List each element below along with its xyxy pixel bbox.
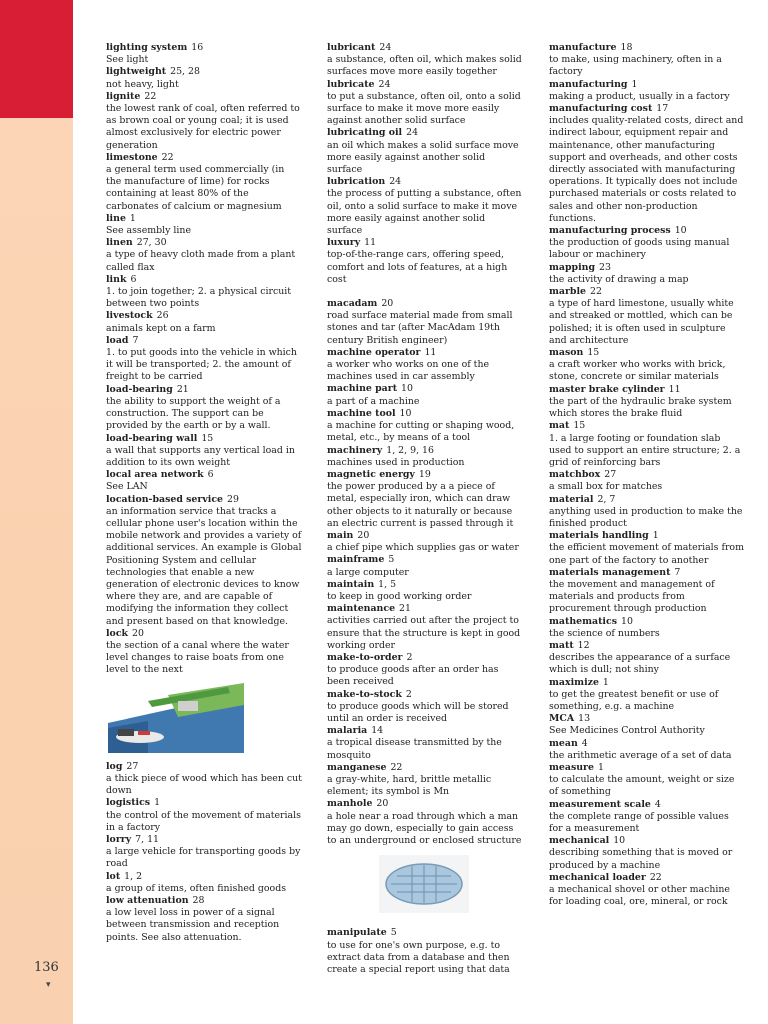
entry-definition: to calculate the amount, weight or size of something: [549, 774, 735, 798]
entry-definition: See LAN: [106, 481, 148, 493]
entry-pages: 10: [620, 615, 633, 627]
entry-term: marble: [549, 286, 587, 298]
glossary-column-3: [549, 42, 745, 908]
entry-pages: 1, 2, 9, 16: [386, 444, 434, 456]
glossary-entry: [327, 530, 523, 554]
glossary-entry: [549, 835, 745, 872]
entry-definition: 1. to join together; 2. a physical circuit between two points: [106, 286, 292, 310]
glossary-entry: [549, 677, 745, 714]
entry-term: maintenance: [327, 603, 396, 615]
entry-definition: top-of-the-range cars, offering speed, comfort and lots of features, at a high cost: [327, 249, 508, 285]
entry-definition: the production of goods using manual labour or machinery: [549, 237, 730, 261]
glossary-entry: [106, 834, 302, 871]
entry-definition: a chief pipe which supplies gas or water: [327, 542, 519, 554]
entry-term: lubrication: [327, 176, 386, 188]
entry-definition: to use for one's own purpose, e.g. to extract data from a database and then create a special report using that data: [327, 939, 510, 976]
page-marker: ▾: [46, 980, 51, 990]
glossary-entry: [549, 640, 745, 677]
entry-term: make-to-stock: [327, 688, 402, 700]
entry-pages: 4: [581, 737, 588, 749]
entry-pages: 26: [156, 310, 169, 322]
entry-term: mechanical: [549, 835, 610, 847]
entry-term: low attenuation: [106, 895, 189, 906]
entry-pages: 13: [578, 713, 591, 725]
entry-pages: 10: [674, 225, 687, 237]
entry-pages: 29: [227, 493, 239, 505]
entry-definition: the control of the movement of materials in a factory: [106, 809, 301, 833]
entry-pages: 1: [597, 761, 604, 773]
entry-pages: 15: [587, 347, 600, 359]
entry-term: measurement scale: [549, 798, 651, 810]
entry-pages: 1: [652, 530, 659, 542]
glossary-column-1: [106, 42, 302, 944]
entry-pages: 6: [130, 273, 137, 285]
glossary-entry: [549, 420, 745, 469]
entry-term: machinery: [327, 444, 383, 456]
entry-pages: 20: [376, 798, 389, 810]
entry-term: macadam: [327, 298, 378, 310]
entry-term: mean: [549, 737, 578, 749]
entry-definition: making a product, usually in a factory: [549, 90, 730, 102]
entry-definition: a thick piece of wood which has been cut down: [106, 772, 302, 797]
glossary-entry: [327, 298, 523, 347]
entry-pages: 27: [126, 760, 139, 772]
glossary-entry: [106, 274, 302, 311]
entry-term: lot: [106, 870, 121, 882]
entry-definition: to keep in good working order: [327, 590, 472, 602]
entry-term: load-bearing wall: [106, 432, 198, 444]
entry-definition: an oil which makes a solid surface move more easily against another solid surface: [327, 139, 519, 176]
entry-pages: 1: [631, 78, 638, 90]
entry-term: mason: [549, 347, 584, 359]
glossary-entry: [106, 433, 302, 470]
entry-pages: 20: [132, 627, 144, 639]
entry-term: mechanical loader: [549, 871, 646, 883]
glossary-entry: [106, 797, 302, 834]
entry-definition: a substance, often oil, which makes solid surfaces move more easily together: [327, 54, 522, 78]
entry-definition: a type of heavy cloth made from a plant called flax: [106, 249, 296, 273]
entry-definition: includes quality-related costs, direct and indirect labour, equipment repair and maintenance, other manufacturing support and overheads, and other costs directly associated with manufacturing operations. It typically does not include purchased materials or costs related to sales and other non-production functions.: [549, 115, 744, 224]
entry-term: luxury: [327, 237, 361, 249]
glossary-entry: [327, 762, 523, 799]
entry-term: manufacture: [549, 42, 617, 53]
entry-definition: the arithmetic average of a set of data: [549, 749, 732, 761]
entry-definition: a general term used commercially (in the manufacture of lime) for rocks containing at least 80% of the carbonates of calcium or magnesium: [106, 164, 285, 212]
glossary-entry: [106, 91, 302, 152]
entry-definition: the science of numbers: [549, 627, 660, 639]
entry-pages: 15: [201, 432, 214, 444]
entry-pages: 22: [649, 871, 662, 883]
entry-term: manufacturing process: [549, 225, 671, 237]
glossary-entry: [327, 689, 523, 726]
entry-term: materials management: [549, 566, 671, 578]
glossary-entry: [549, 469, 745, 493]
glossary-entry: [327, 445, 523, 469]
entry-definition: not heavy, light: [106, 78, 179, 90]
entry-definition: See light: [106, 54, 149, 66]
glossary-entry: [327, 469, 523, 530]
entry-pages: 1, 5: [378, 578, 397, 590]
entry-definition: to produce goods which will be stored until an order is received: [327, 700, 509, 724]
entry-pages: 27: [604, 469, 617, 481]
glossary-entry: [549, 494, 745, 531]
entry-term: MCA: [549, 713, 575, 725]
entry-definition: a machine for cutting or shaping wood, metal, etc., by means of a tool: [327, 420, 515, 444]
entry-pages: 2: [405, 688, 412, 700]
entry-definition: anything used in production to make the finished product: [549, 505, 743, 529]
entry-pages: 1: [602, 676, 609, 688]
entry-definition: a part of a machine: [327, 395, 420, 407]
glossary-entry: [549, 616, 745, 640]
glossary-entry: [327, 42, 523, 79]
entry-pages: 24: [389, 176, 402, 188]
entry-pages: 1: [129, 212, 136, 224]
entry-pages: 28: [192, 895, 205, 906]
entry-definition: to produce goods after an order has been received: [327, 664, 499, 688]
page-margin-band: [0, 0, 73, 1024]
entry-pages: 22: [144, 90, 157, 102]
entry-definition: a large computer: [327, 566, 409, 578]
entry-term: maximize: [549, 676, 599, 688]
glossary-entry: [106, 761, 302, 798]
glossary-entry: [549, 713, 745, 737]
entry-term: mapping: [549, 261, 596, 273]
canal-lock-illustration: [108, 683, 244, 753]
entry-term: machine tool: [327, 407, 396, 419]
entry-pages: 16: [191, 42, 204, 53]
entry-term: line: [106, 212, 126, 224]
entry-definition: describes the appearance of a surface which is dull; not shiny: [549, 652, 731, 676]
entry-pages: 2: [406, 651, 413, 663]
entry-definition: the section of a canal where the water level changes to raise boats from one level to the next: [106, 639, 289, 676]
entry-term: machine operator: [327, 346, 421, 358]
entry-definition: a hole near a road through which a man may go down, especially to gain access to an underground or enclosed structure: [327, 810, 522, 846]
entry-term: matt: [549, 639, 574, 651]
entry-definition: a type of hard limestone, usually white and streaked or mottled, which can be polished; it is often used in sculpture and architecture: [549, 298, 734, 346]
entry-definition: an information service that tracks a cellular phone user's location within the mobile network and provides a variety of additional services. An example is Global Positioning System and cellular technologies that enable a new generation of electronic devices to know where they are, and are capable of modifying the information they collect and present based on that knowledge.: [106, 505, 302, 627]
glossary-entry: [106, 384, 302, 433]
entry-term: manufacturing: [549, 78, 628, 90]
section-tab: [0, 0, 73, 118]
entry-term: measure: [549, 761, 594, 773]
entry-term: lubricant: [327, 42, 376, 53]
entry-definition: the lowest rank of coal, often referred to as brown coal or young coal; it is used almost exclusively for electric power generation: [106, 103, 300, 151]
entry-pages: 5: [388, 554, 395, 566]
entry-term: lorry: [106, 833, 132, 845]
entry-term: mathematics: [549, 615, 617, 627]
glossary-entry: [549, 530, 745, 567]
entry-pages: 2, 7: [597, 493, 616, 505]
entry-term: livestock: [106, 310, 153, 322]
entry-term: manganese: [327, 761, 387, 773]
glossary-entry: [549, 384, 745, 421]
glossary-entry: [106, 494, 302, 628]
entry-term: main: [327, 529, 354, 541]
manhole-cover-illustration: [379, 855, 469, 913]
entry-pages: 22: [590, 286, 602, 298]
entry-pages: 21: [399, 603, 411, 615]
glossary-entry: [327, 127, 523, 176]
glossary-entry: [327, 237, 523, 286]
glossary-entry: [106, 469, 302, 493]
glossary-entry: [549, 79, 745, 103]
glossary-entry: [549, 567, 745, 616]
entry-term: matchbox: [549, 469, 601, 481]
glossary-entry: [549, 42, 745, 79]
glossary-entry: [327, 603, 523, 652]
entry-pages: 12: [577, 639, 590, 651]
entry-pages: 10: [401, 383, 413, 395]
entry-pages: 17: [656, 103, 669, 115]
entry-definition: to put a substance, often oil, onto a solid surface to make it move more easily against another solid surface: [327, 90, 521, 127]
entry-term: logistics: [106, 797, 151, 809]
glossary-entry: [549, 762, 745, 799]
entry-definition: the efficient movement of materials from one part of the factory to another: [549, 542, 744, 566]
glossary-entry: [549, 738, 745, 762]
glossary-entry: [549, 347, 745, 384]
entry-definition: the power produced by a a piece of metal, especially iron, which can draw other objects to it naturally or because an electric current is passed through it: [327, 481, 514, 529]
glossary-entry: [549, 103, 745, 225]
entry-pages: 22: [390, 761, 403, 773]
entry-term: log: [106, 760, 123, 772]
glossary-entry: [327, 176, 523, 237]
entry-pages: 24: [378, 78, 391, 90]
glossary-entry: [106, 310, 302, 334]
entry-term: location-based service: [106, 493, 224, 505]
entry-term: lubricating oil: [327, 127, 403, 139]
entry-definition: a craft worker who works with brick, stone, concrete or similar materials: [549, 359, 726, 383]
entry-term: load: [106, 334, 129, 346]
entry-pages: 7, 11: [135, 833, 159, 845]
glossary-entry: [549, 262, 745, 286]
entry-term: machine part: [327, 383, 398, 395]
entry-pages: 20: [381, 298, 394, 310]
entry-term: lock: [106, 627, 129, 639]
entry-pages: 10: [399, 407, 412, 419]
glossary-entry: [327, 383, 523, 407]
entry-definition: the movement and management of materials and products from procurement through production: [549, 578, 715, 615]
entry-term: mat: [549, 420, 570, 432]
glossary-entry: [106, 213, 302, 237]
glossary-entry: [327, 798, 523, 847]
glossary-entry: [327, 652, 523, 689]
entry-definition: 1. to put goods into the vehicle in which it will be transported; 2. the amount of freight to be carried: [106, 347, 297, 383]
glossary-entry: [106, 871, 302, 895]
entry-term: master brake cylinder: [549, 383, 665, 395]
entry-term: manufacturing cost: [549, 103, 653, 115]
glossary-entry: [106, 237, 302, 274]
entry-term: material: [549, 493, 594, 505]
entry-term: magnetic energy: [327, 468, 415, 480]
glossary-entry: [327, 554, 523, 578]
entry-definition: a gray-white, hard, brittle metallic element; its symbol is Mn: [327, 773, 492, 798]
entry-definition: to get the greatest benefit or use of something, e.g. a machine: [549, 688, 719, 712]
entry-pages: 5: [390, 927, 397, 939]
entry-pages: 24: [379, 42, 392, 53]
entry-pages: 1, 2: [124, 870, 143, 882]
glossary-entry: [327, 927, 523, 976]
entry-definition: a group of items, often finished goods: [106, 882, 287, 894]
entry-term: linen: [106, 237, 133, 249]
entry-definition: a wall that supports any vertical load in addition to its own weight: [106, 444, 295, 468]
entry-definition: a small box for matches: [549, 481, 663, 493]
entry-term: lighting system: [106, 42, 188, 53]
entry-pages: 23: [599, 261, 611, 273]
entry-definition: the process of putting a substance, often oil, onto a solid surface to make it move more easily against another solid surface: [327, 188, 522, 237]
entry-term: materials handling: [549, 530, 649, 542]
entry-definition: the ability to support the weight of a construction. The support can be provided by the earth or by a wall.: [106, 395, 281, 432]
glossary-entry: [106, 335, 302, 384]
entry-definition: animals kept on a farm: [106, 322, 216, 334]
entry-definition: a large vehicle for transporting goods by road: [106, 846, 301, 870]
entry-definition: See Medicines Control Authority: [549, 725, 705, 737]
entry-term: malaria: [327, 725, 368, 737]
entry-term: make-to-order: [327, 651, 403, 663]
entry-pages: 7: [674, 566, 681, 578]
entry-definition: machines used in production: [327, 456, 465, 468]
entry-definition: a low level loss in power of a signal between transmission and reception points. See also attenuation.: [106, 907, 280, 943]
entry-definition: a worker who works on one of the machines used in car assembly: [327, 359, 490, 383]
entry-definition: activities carried out after the project to ensure that the structure is kept in good working order: [327, 615, 521, 651]
entry-pages: 10: [613, 835, 626, 847]
glossary-entry: [327, 579, 523, 603]
entry-definition: a mechanical shovel or other machine for loading coal, ore, mineral, or rock: [549, 884, 730, 908]
entry-definition: the part of the hydraulic brake system which stores the brake fluid: [549, 395, 732, 420]
glossary-entry: [549, 872, 745, 909]
glossary-entry: [327, 408, 523, 445]
entry-term: local area network: [106, 469, 204, 481]
glossary-entry: [106, 66, 302, 90]
entry-pages: 21: [176, 383, 189, 395]
glossary-entry: [327, 725, 523, 762]
entry-term: maintain: [327, 578, 375, 590]
entry-pages: 11: [364, 237, 377, 249]
entry-term: lubricate: [327, 78, 375, 90]
entry-definition: the complete range of possible values for a measurement: [549, 810, 729, 834]
entry-definition: 1. a large footing or foundation slab used to support an entire structure; 2. a grid of reinforcing bars: [549, 432, 741, 468]
glossary-entry: [549, 225, 745, 262]
entry-pages: 1: [154, 797, 161, 809]
entry-pages: 7: [132, 334, 139, 346]
page-number: 136: [34, 960, 59, 975]
glossary-entry: [549, 286, 745, 347]
entry-definition: describing something that is moved or produced by a machine: [549, 847, 733, 871]
entry-pages: 25, 28: [170, 66, 200, 78]
entry-pages: 22: [161, 151, 174, 163]
entry-pages: 4: [654, 798, 661, 810]
entry-term: manhole: [327, 798, 373, 810]
entry-pages: 14: [371, 725, 384, 737]
entry-definition: road surface material made from small stones and tar (after MacAdam 19th century British engineer): [327, 310, 513, 346]
entry-pages: 11: [424, 346, 437, 358]
entry-term: mainframe: [327, 554, 385, 566]
entry-term: lightweight: [106, 66, 167, 78]
entry-term: load-bearing: [106, 383, 173, 395]
entry-pages: 11: [668, 383, 681, 395]
entry-term: link: [106, 273, 127, 285]
glossary-entry: [106, 42, 302, 66]
entry-pages: 24: [406, 127, 419, 139]
glossary-column-2: [327, 42, 523, 976]
entry-pages: 20: [357, 529, 370, 541]
entry-pages: 18: [620, 42, 633, 53]
entry-pages: 27, 30: [136, 237, 167, 249]
entry-pages: 15: [573, 420, 586, 432]
entry-term: lignite: [106, 90, 141, 102]
entry-pages: 19: [418, 468, 431, 480]
glossary-entry: [106, 895, 302, 944]
glossary-entry: [327, 79, 523, 128]
entry-pages: 6: [207, 469, 214, 481]
glossary-entry: [106, 628, 302, 677]
entry-term: limestone: [106, 151, 158, 163]
entry-definition: a tropical disease transmitted by the mosquito: [327, 737, 502, 761]
glossary-entry: [106, 152, 302, 213]
glossary-entry: [549, 799, 745, 836]
entry-definition: to make, using machinery, often in a factory: [549, 54, 722, 78]
entry-term: manipulate: [327, 927, 387, 939]
glossary-entry: [327, 347, 523, 384]
entry-definition: the activity of drawing a map: [549, 273, 689, 285]
entry-definition: See assembly line: [106, 225, 192, 237]
